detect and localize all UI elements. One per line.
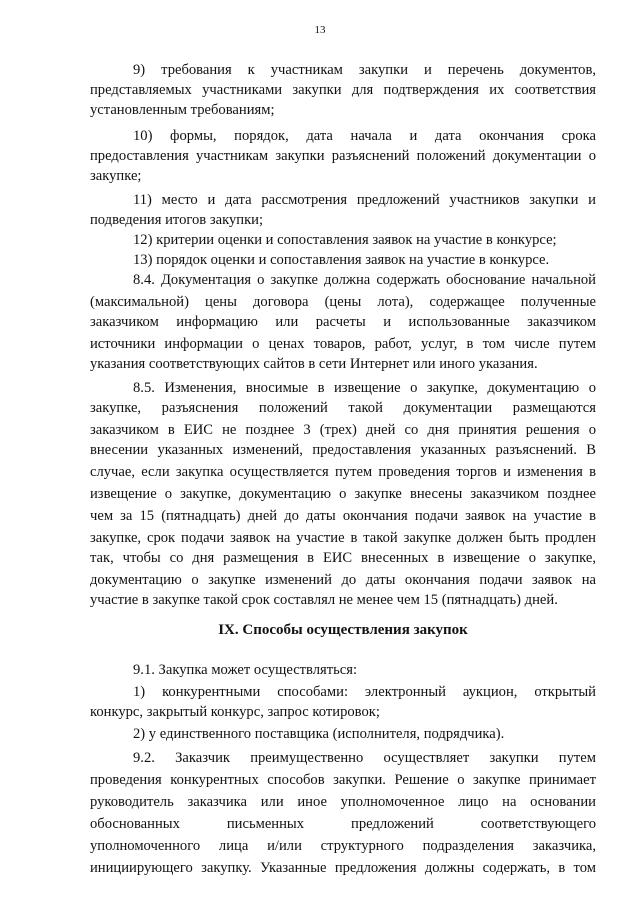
- text-line: заказчиком в ЕИС не позднее 3 (трех) дней со дня принятия решения о: [90, 422, 596, 438]
- text-line: подведения итогов закупки;: [90, 212, 264, 228]
- page-number: 13: [314, 24, 326, 36]
- text-line: извещение о закупке, документацию о закупке внесены заказчиком позднее: [90, 486, 596, 502]
- text-line: указания соответствующих сайтов в сети Интернет или иного указания.: [90, 356, 538, 372]
- text-line: 12) критерии оценки и сопоставления заявок на участие в конкурсе;: [133, 232, 557, 248]
- text-line: проведения конкурентных способов закупки. Решение о закупке принимает: [90, 772, 596, 788]
- text-line: руководитель заказчика или иное уполномоченное лицо на основании: [90, 794, 596, 810]
- text-line: 1) конкурентными способами: электронный аукцион, открытый: [133, 684, 596, 700]
- text-line: (максимальной) цены договора (цены лота), содержащее полученные: [90, 294, 596, 310]
- text-line: внесении указанных изменений, предоставления указанных разъяснений. В: [90, 442, 596, 458]
- text-line: уполномоченного лица и/или структурного подразделения заказчика,: [90, 838, 596, 854]
- text-line: закупке, разъяснения положений такой документации размещаются: [90, 400, 596, 416]
- text-line: предоставления участникам закупки разъяснений положений документации о: [90, 148, 596, 164]
- text-line: 8.4. Документация о закупке должна содержать обоснование начальной: [133, 272, 596, 288]
- text-line: заказчиком информацию или расчеты и использованные заказчиком: [90, 314, 596, 330]
- text-line: документацию о закупке изменений до даты окончания подачи заявок на: [90, 572, 596, 588]
- text-line: конкурс, закрытый конкурс, запрос котировок;: [90, 704, 380, 720]
- text-line: 9) требования к участникам закупки и перечень документов,: [133, 62, 596, 78]
- text-line: представляемых участниками закупки для подтверждения их соответствия: [90, 82, 596, 98]
- text-line: 10) формы, порядок, дата начала и дата окончания срока: [133, 128, 596, 144]
- text-line: 13) порядок оценки и сопоставления заявок на участие в конкурсе.: [133, 252, 550, 268]
- text-line: 8.5. Изменения, вносимые в извещение о закупке, документацию о: [133, 380, 596, 396]
- text-line: 9.2. Заказчик преимущественно осуществляет закупки путем: [133, 750, 596, 766]
- text-line: чем за 15 (пятнадцать) дней до даты окончания подачи заявок на участие в: [90, 508, 596, 524]
- text-line: так, чтобы со дня размещения в ЕИС внесенных в извещение о закупке,: [90, 550, 596, 566]
- section-heading: IX. Способы осуществления закупок: [218, 622, 468, 638]
- text-line: инициирующего закупку. Указанные предложения должны содержать, в том: [90, 860, 596, 876]
- text-line: случае, если закупка осуществляется путем проведения торгов и изменения в: [90, 464, 596, 480]
- text-line: 11) место и дата рассмотрения предложений участников закупки и: [133, 192, 596, 208]
- text-line: закупке, срок подачи заявок на участие в такой закупке должен быть продлен: [90, 530, 596, 546]
- text-line: 2) у единственного поставщика (исполнителя, подрядчика).: [133, 726, 505, 742]
- text-line: 9.1. Закупка может осуществляться:: [133, 662, 358, 678]
- text-line: обоснованных письменных предложений соответствующего: [90, 816, 596, 832]
- text-line: установленным требованиям;: [90, 102, 275, 118]
- text-line: участие в закупке такой срок составлял не менее чем 15 (пятнадцать) дней.: [90, 592, 558, 608]
- text-line: источники информации о ценах товаров, работ, услуг, в том числе путем: [90, 336, 596, 352]
- text-line: закупке;: [90, 168, 142, 184]
